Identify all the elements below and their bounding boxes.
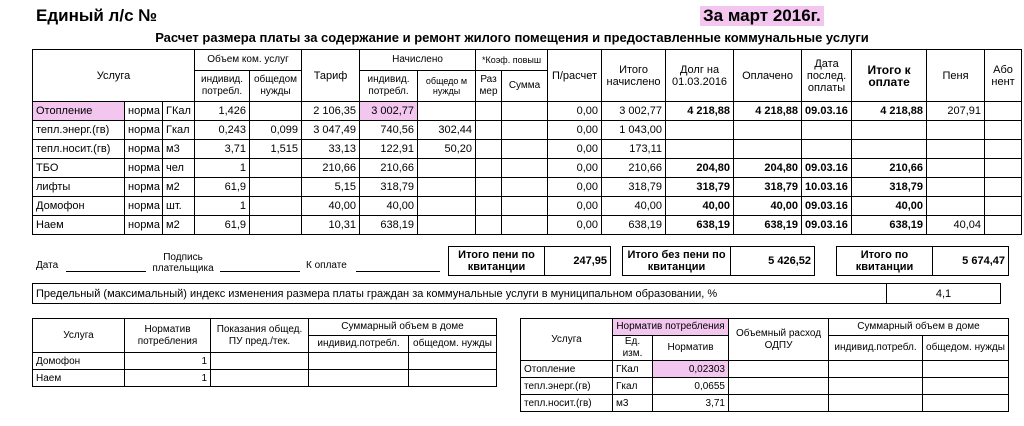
table-row: ТБО норма чел 1 210,66 210,66 0,00 210,66 204,80 204,80 09.03.16 210,66 (33, 159, 1022, 178)
signature-line (220, 270, 300, 272)
grand-total-value: 5 674,47 (933, 247, 1009, 276)
no-penalty-total-value: 5 426,52 (731, 247, 815, 276)
col-penalty: Пеня (927, 50, 985, 102)
col-acc-ind: индивид. потребл. (360, 71, 418, 102)
date-line (66, 270, 146, 272)
norms-table-left: Услуга Норматив потребления Показания общед. ПУ пред./тек. Суммарный объем в доме индивид.потребл. общедом. нужды Домофон 1 Наем 1 (32, 318, 497, 387)
table-row: Наем 1 (33, 370, 497, 387)
col-subscr: Або нент (985, 50, 1022, 102)
penalty-total-label: Итого пени по квитанции (449, 247, 545, 276)
penalty-total-value: 247,95 (545, 247, 611, 276)
index-value: 4,1 (887, 284, 1001, 304)
col-acc-common: общедо м нужды (418, 71, 476, 102)
signer-label: Подпись плательщика (152, 252, 214, 274)
col-tariff: Тариф (302, 50, 360, 102)
col-vol-ind: индивид. потребл. (195, 71, 250, 102)
grand-total-label: Итого по квитанции (837, 247, 933, 276)
period-label: За март 2016г. (700, 6, 824, 26)
table-row: тепл.носит.(гв) м3 3,71 (521, 395, 1009, 412)
totals-boxes (448, 246, 1009, 276)
col-coef-size: Раз мер (476, 71, 502, 102)
col-paid: Оплачено (734, 50, 802, 102)
to-pay-label: К оплате (306, 260, 347, 271)
page-title: Расчет размера платы за содержание и ремонт жилого помещения и предоставленные коммунальные услуги (155, 30, 869, 45)
no-penalty-total-label: Итого без пени по квитанции (623, 247, 731, 276)
account-label: Единый л/с № (36, 6, 158, 25)
col-vol-common: общедом нужды (250, 71, 302, 102)
col-coef: *Коэф. повыш (476, 50, 548, 71)
charges-table (32, 49, 1022, 235)
col-total-pay: Итого к оплате (852, 50, 927, 102)
col-debt: Долг на 01.03.2016 (666, 50, 734, 102)
table-row: тепл.энерг.(гв) Гкал 0,0655 (521, 378, 1009, 395)
table-row: тепл.энерг.(гв) норма Гкал 0,243 0,099 3 047,49 740,56 302,44 0,00 1 043,00 (33, 121, 1022, 140)
index-table (32, 283, 1001, 304)
col-total-accrued: Итого начислено (602, 50, 666, 102)
col-coef-sum: Сумма (502, 71, 548, 102)
date-label: Дата (36, 260, 59, 271)
to-pay-line (356, 270, 440, 272)
col-last-pay: Дата послед. оплаты (802, 50, 852, 102)
col-recalc: П/расчет (548, 50, 602, 102)
norms-table-right: Услуга Норматив потребления Объемный расход ОДПУ Суммарный объем в доме Ед. изм. Норматив индивид.потребл. общедом. нужды Отопление ГКал 0,02303 тепл.энерг.(гв) Гкал 0,0655 тепл.носит.(гв) м3 3,71 (520, 318, 1009, 412)
table-row: Отопление норма ГКал 1,426 2 106,35 3 002,77 0,00 3 002,77 4 218,88 4 218,88 09.03.16 4 218,88 207,91 (33, 102, 1022, 121)
col-service: Услуга (33, 50, 195, 102)
table-row: Наем норма м2 61,9 10,31 638,19 0,00 638,19 638,19 638,19 09.03.16 638,19 40,04 (33, 216, 1022, 235)
table-row: Домофон норма шт. 1 40,00 40,00 0,00 40,00 40,00 40,00 09.03.16 40,00 (33, 197, 1022, 216)
table-row: лифты норма м2 61,9 5,15 318,79 0,00 318,79 318,79 318,79 10.03.16 318,79 (33, 178, 1022, 197)
table-row: тепл.носит.(гв) норма м3 3,71 1,515 33,13 122,91 50,20 0,00 173,11 (33, 140, 1022, 159)
col-accrued: Начислено (360, 50, 476, 71)
table-row: Отопление ГКал 0,02303 (521, 361, 1009, 378)
index-label: Предельный (максимальный) индекс изменения размера платы граждан за коммунальные услуги в муниципальном образовании, % (33, 284, 887, 304)
table-row: Домофон 1 (33, 353, 497, 370)
col-volume: Объем ком. услуг (195, 50, 302, 71)
